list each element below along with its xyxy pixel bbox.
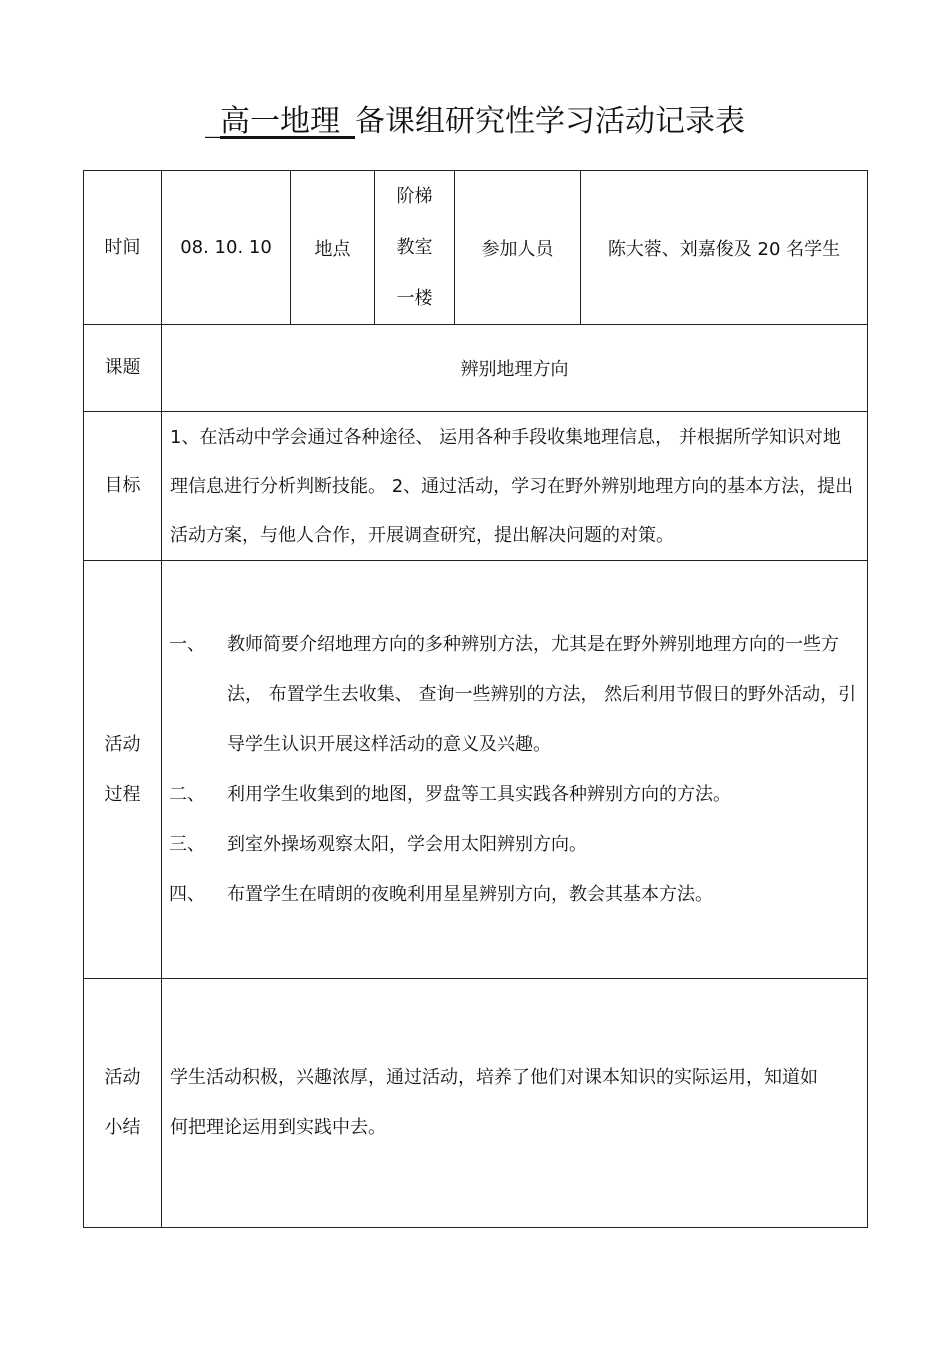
participants-label: 参加人员 — [455, 171, 581, 325]
process-label — [84, 561, 162, 979]
process-item — [169, 770, 857, 820]
topic-row — [84, 325, 868, 412]
process-label-line: 活动 — [104, 733, 141, 755]
title-rest: 备课组研究性学习活动记录表 — [355, 104, 745, 139]
record-table — [83, 170, 868, 1228]
process-label-line: 过程 — [104, 783, 141, 805]
place-label: 地点 — [291, 171, 375, 325]
process-item-number: 三、 — [169, 833, 205, 855]
title-separator: _ — [340, 104, 355, 139]
summary-label — [84, 979, 162, 1228]
process-content — [162, 561, 868, 979]
process-item — [169, 870, 857, 920]
summary-label-line: 活动 — [104, 1067, 141, 1088]
place-value — [375, 171, 455, 325]
process-item-text: 到室外操场观察太阳，学会用太阳辨别方向。 — [227, 833, 587, 855]
process-item-number: 一、 — [169, 633, 205, 655]
process-item-number: 二、 — [169, 783, 205, 805]
process-item-text: 利用学生收集到的地图，罗盘等工具实践各种辨别方向的方法。 — [227, 783, 731, 805]
summary-row — [84, 979, 868, 1228]
info-row — [84, 171, 868, 325]
process-item — [169, 820, 857, 870]
process-row — [84, 561, 868, 979]
place-value-line: 一楼 — [396, 288, 433, 309]
participants-value: 陈大蓉、刘嘉俊及 20 名学生 — [581, 171, 868, 325]
title-prefix: _ — [205, 104, 220, 139]
topic-value: 辨别地理方向 — [162, 325, 868, 412]
time-value: 08. 10. 10 — [162, 171, 291, 325]
goal-label: 目标 — [84, 412, 162, 561]
page-title — [0, 100, 950, 144]
goal-row — [84, 412, 868, 561]
process-item — [169, 620, 857, 770]
title-subject: 高一地理 — [220, 104, 340, 139]
process-item-number: 四、 — [169, 883, 205, 905]
summary-label-line: 小结 — [104, 1117, 141, 1138]
process-item-text: 教师简要介绍地理方向的多种辨别方法，尤其是在野外辨别地理方向的一些方法， 布置学生去收集、 查询一些辨别的方法， 然后利用节假日的野外活动，引导学生认识开展这样活动的意义及兴趣。 — [227, 633, 857, 755]
topic-label: 课题 — [84, 325, 162, 412]
place-value-line: 教室 — [396, 237, 433, 258]
summary-text: 学生活动积极，兴趣浓厚，通过活动，培养了他们对课本知识的实际运用，知道如何把理论运用到实践中去。 — [162, 979, 868, 1228]
time-label: 时间 — [84, 171, 162, 325]
place-value-line: 阶梯 — [396, 186, 433, 207]
goal-text: 1、在活动中学会通过各种途径、 运用各种手段收集地理信息， 并根据所学知识对地理信息进行分析判断技能。 2、通过活动，学习在野外辨别地理方向的基本方法，提出活动方案，与他人合作，开展调查研究，提出解决问题的对策。 — [162, 412, 868, 561]
process-item-text: 布置学生在晴朗的夜晚利用星星辨别方向，教会其基本方法。 — [227, 883, 713, 905]
